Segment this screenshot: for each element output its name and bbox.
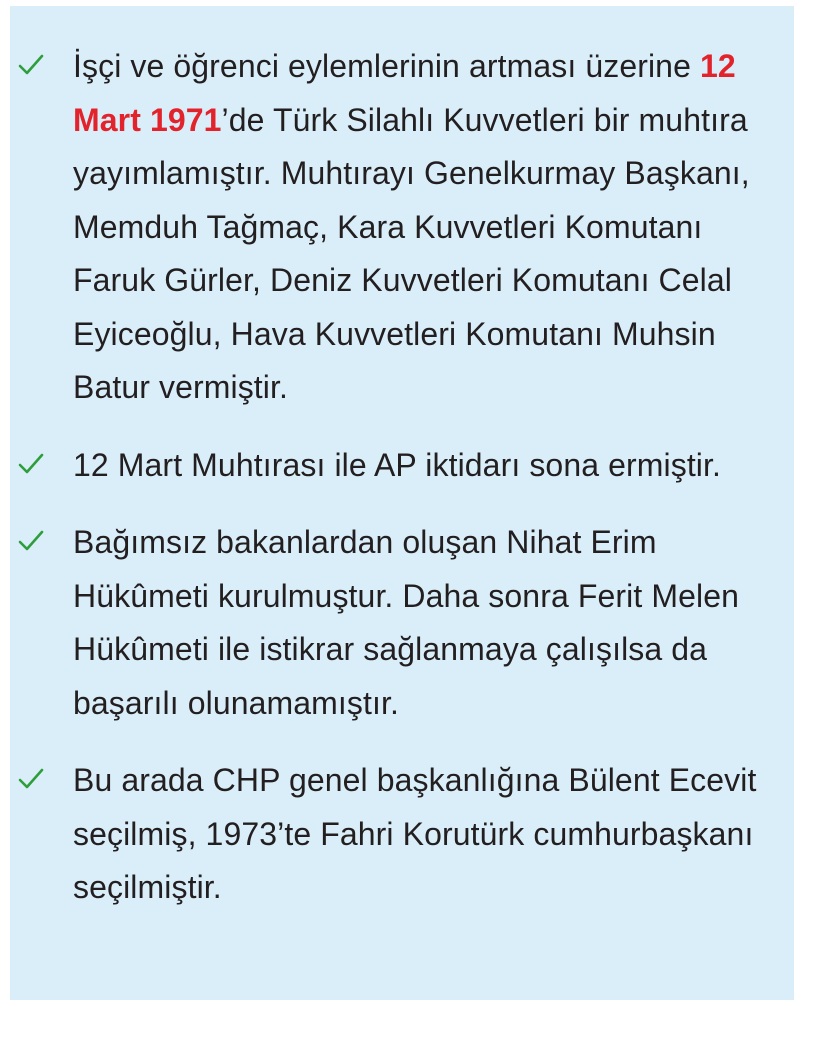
info-panel: [10, 6, 794, 1000]
text-after-highlight: ’de Türk Silahlı Kuvvetleri bir muhtıra yayımlamıştır. Muhtırayı Genelkurmay Başkanı, Memduh Tağmaç, Kara Kuvvetleri Komutanı Faruk Gürler, Deniz Kuvvetleri Komutanı Celal Eyiceoğlu, Hava Kuvvetleri Komutanı Muhsin Batur vermiştir.: [73, 101, 750, 405]
highlighted-date: 12 Mart 1971: [73, 48, 736, 138]
checkmark-icon: [18, 768, 44, 790]
list-item: [10, 516, 794, 730]
text-before-highlight: İşçi ve öğrenci eylemlerinin artması üzerine: [73, 48, 700, 84]
list-item-text: 12 Mart Muhtırası ile AP iktidarı sona ermiştir.: [73, 446, 722, 483]
list-item-text: [73, 40, 784, 415]
list-item-text: Bağımsız bakanlardan oluşan Nihat Erim Hükûmeti kurulmuştur. Daha sonra Ferit Melen Hükûmeti ile istikrar sağlanmaya çalışılsa da başarılı olunamamıştır.: [73, 524, 739, 721]
list-item-text: Bu arada CHP genel başkanlığına Bülent Ecevit seçilmiş, 1973’te Fahri Korutürk cumhurbaşkanı seçilmiştir.: [73, 762, 757, 905]
checkmark-icon: [18, 530, 44, 552]
checkmark-icon: [18, 54, 44, 76]
list-item: [10, 40, 794, 415]
list-item: [10, 754, 794, 915]
checkmark-icon: [18, 453, 44, 475]
list-item: [10, 439, 794, 493]
